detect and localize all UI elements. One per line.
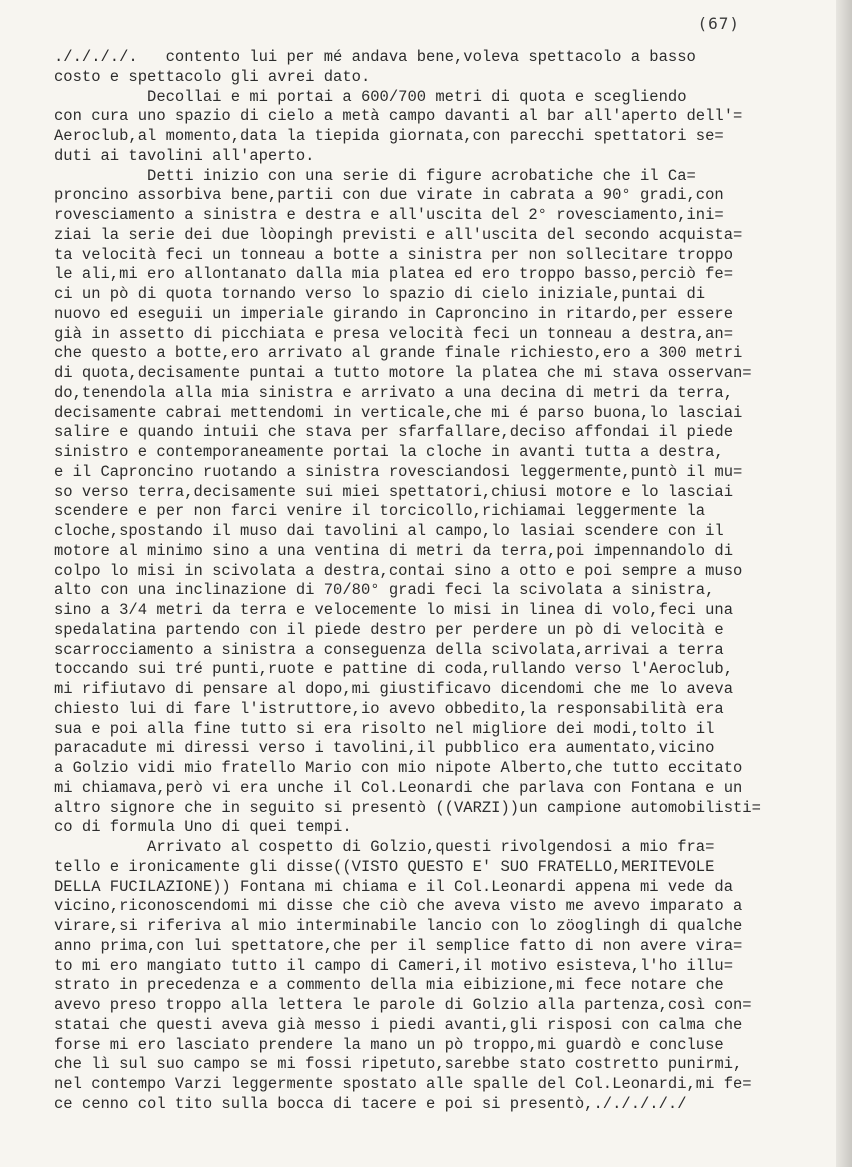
text-line: statai che questi aveva già messo i piedi avanti,gli risposi con calma che xyxy=(54,1015,743,1034)
page-number: (67) xyxy=(697,14,740,33)
text-line: a Golzio vidi mio fratello Mario con mio nipote Alberto,che tutto eccitato xyxy=(54,759,743,777)
text-line: scarrocciamento a sinistra a conseguenza della scivolata,arrivai a terra xyxy=(54,640,724,659)
text-line: paracadute mi diressi verso i tavolini,il pubblico era aumentato,vicino xyxy=(54,739,715,758)
text-line: forse mi ero lasciato prendere la mano un pò troppo,mi guardò e concluse xyxy=(54,1035,724,1054)
text-line: strato in precedenza e a commento della mia eibizione,mi fece notare che xyxy=(54,976,724,995)
text-line: altro signore che in seguito si presentò ((VARZI))un campione automobilisti= xyxy=(54,798,761,817)
text-line: chiesto lui di fare l'istruttore,io avevo obbedito,la responsabilità era xyxy=(54,699,724,718)
text-line: avevo preso troppo alla lettera le parole di Golzio alla partenza,così con= xyxy=(54,996,752,1014)
text-line: costo e spettacolo gli avrei dato. xyxy=(54,67,371,86)
text-line: salire e quando intuii che stava per sfarfallare,deciso affondai il piede xyxy=(54,423,734,442)
text-line: duti ai tavolini all'aperto. xyxy=(54,146,315,165)
page-body-text xyxy=(54,48,824,1115)
text-line: le ali,mi ero allontanato dalla mia platea ed ero troppo basso,perciò fe= xyxy=(54,265,734,284)
text-line: scendere e per non farci venire il torcicollo,richiamai leggermente la xyxy=(54,502,706,521)
text-line: nuovo ed eseguii un imperiale girando in Caproncino in ritardo,per essere xyxy=(54,304,734,323)
text-line: già in assetto di picchiata e presa velocità feci un tonneau a destra,an= xyxy=(54,324,734,343)
text-line: rovesciamento a sinistra e destra e all'uscita del 2° rovesciamento,ini= xyxy=(54,206,724,224)
text-line: mi chiamava,però vi era unche il Col.Leonardi che parlava con Fontana e un xyxy=(54,778,743,797)
text-line: di quota,decisamente puntai a tutto motore la platea che mi stava osservan= xyxy=(54,364,752,382)
text-line: co di formula Uno di quei tempi. xyxy=(54,818,352,837)
text-line: do,tenendola alla mia sinistra e arrivato a una decina di metri da terra, xyxy=(54,383,734,402)
text-line: mi rifiutavo di pensare al dopo,mi giustificavo dicendomi che me lo aveva xyxy=(54,680,734,698)
text-line: so verso terra,decisamente sui miei spettatori,chiusi motore e lo lasciai xyxy=(54,482,734,501)
text-line: to mi ero mangiato tutto il campo di Cameri,il motivo esisteva,l'ho illu= xyxy=(54,956,734,975)
text-line: cloche,spostando il muso dai tavolini al campo,lo lasiai scendere con il xyxy=(54,522,724,540)
text-line: e il Caproncino ruotando a sinistra rovesciandosi leggermente,puntò il mu= xyxy=(54,462,743,481)
text-line: sinistro e contemporaneamente portai la cloche in avanti tutta a destra, xyxy=(54,443,724,461)
text-line: ta velocità feci un tonneau a botte a sinistra per non sollecitare troppo xyxy=(54,245,734,264)
text-line: ce cenno col tito sulla bocca di tacere e poi si presentò,./././././ xyxy=(54,1094,687,1113)
text-line: nel contempo Varzi leggermente spostato alle spalle del Col.Leonardi,mi fe= xyxy=(54,1075,752,1093)
text-line: Detti inizio con una serie di figure acrobatiche che il Ca= xyxy=(54,166,696,185)
text-line: tello e ironicamente gli disse((VISTO QUESTO E' SUO FRATELLO,MERITEVOLE xyxy=(54,857,715,876)
text-line: sua e poi alla fine tutto si era risolto nel migliore dei modi,tolto il xyxy=(54,719,715,738)
text-line: ziai la serie dei due lòopingh previsti e all'uscita del secondo acquista= xyxy=(54,225,743,244)
text-line: colpo lo misi in scivolata a destra,contai sino a otto e poi sempre a muso xyxy=(54,561,743,580)
text-line: che questo a botte,ero arrivato al grande finale richiesto,ero a 300 metri xyxy=(54,344,743,363)
text-line: alto con una inclinazione di 70/80° gradi feci la scivolata a sinistra, xyxy=(54,581,715,600)
text-line: che lì sul suo campo se mi fossi ripetuto,sarebbe stato costretto punirmi, xyxy=(54,1055,743,1074)
text-line: decisamente cabrai mettendomi in verticale,che mi é parso buona,lo lasciai xyxy=(54,403,743,422)
text-line: Aeroclub,al momento,data la tiepida giornata,con parecchi spettatori se= xyxy=(54,127,724,145)
text-line: anno prima,con lui spettatore,che per il semplice fatto di non avere vira= xyxy=(54,936,743,955)
text-line: ci un pò di quota tornando verso lo spazio di cielo iniziale,puntai di xyxy=(54,285,706,303)
text-line: proncino assorbiva bene,partii con due virate in cabrata a 90° gradi,con xyxy=(54,186,724,205)
text-line: DELLA FUCILAZIONE)) Fontana mi chiama e il Col.Leonardi appena mi vede da xyxy=(54,877,734,896)
text-line: Arrivato al cospetto di Golzio,questi rivolgendosi a mio fra= xyxy=(54,838,715,856)
page-edge-shadow xyxy=(836,0,852,1167)
text-line: ././././. contento lui per mé andava bene,voleva spettacolo a basso xyxy=(54,48,696,66)
text-line: motore al minimo sino a una ventina di metri da terra,poi impennandolo di xyxy=(54,541,734,560)
text-line: Decollai e mi portai a 600/700 metri di quota e scegliendo xyxy=(54,87,687,106)
text-line: con cura uno spazio di cielo a metà campo davanti al bar all'aperto dell'= xyxy=(54,107,743,126)
text-line: toccando sui tré punti,ruote e pattine di coda,rullando verso l'Aeroclub, xyxy=(54,660,734,679)
text-line: spedalatina partendo con il piede destro per perdere un pò di velocità e xyxy=(54,620,724,639)
text-line: virare,si riferiva al mio interminabile lancio con lo zöoglingh di qualche xyxy=(54,917,743,935)
text-line: vicino,riconoscendomi mi disse che ciò che aveva visto me avevo imparato a xyxy=(54,897,743,916)
text-line: sino a 3/4 metri da terra e velocemente lo misi in linea di volo,feci una xyxy=(54,601,734,619)
